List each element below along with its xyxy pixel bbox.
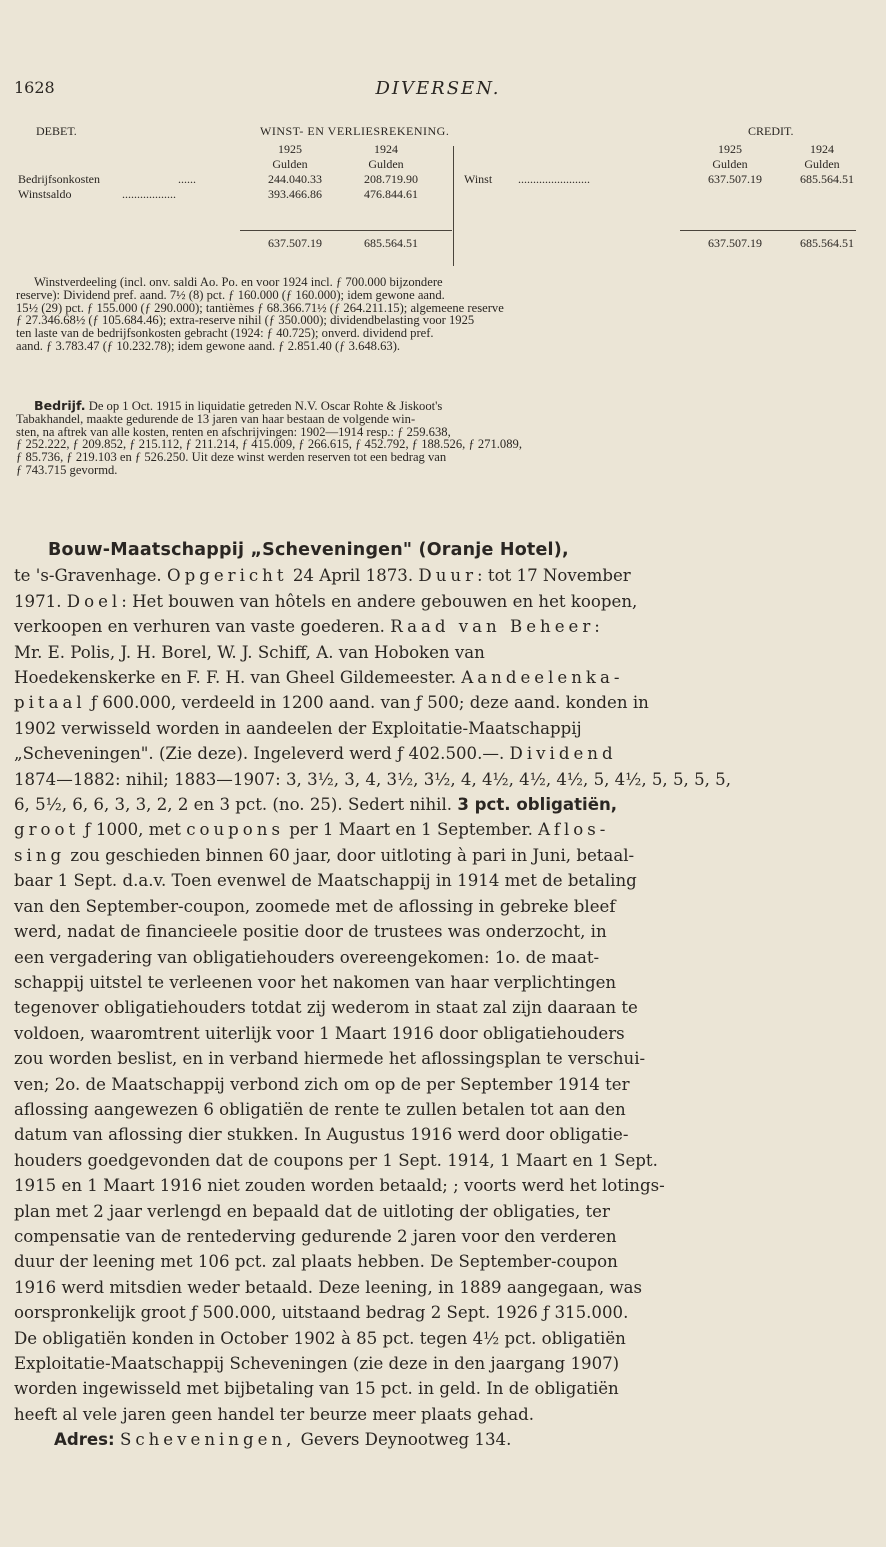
text-line: Hoedekenskerke en F. F. H. van Gheel Gildemeester. Aandeelenka- bbox=[14, 668, 624, 688]
credit-total-1924: 685.564.51 bbox=[800, 236, 854, 250]
text-line: ƒ 85.736, ƒ 219.103 en ƒ 526.250. Uit deze winst werden reserven tot een bedrag van bbox=[16, 450, 447, 465]
text-line: van den September-coupon, zoomede met de aflossing in gebreke bleef bbox=[14, 896, 616, 916]
label-obligatien: 3 pct. obligatiën, bbox=[457, 795, 618, 815]
text-line: plan met 2 jaar verlengd en bepaald dat de uitloting der obligaties, ter bbox=[14, 1201, 610, 1221]
label-opgericht: Opgericht bbox=[166, 566, 288, 586]
text-line: reserve): Dividend pref. aand. 7½ (8) pct. ƒ 160.000 (ƒ 160.000); idem gewone aand. bbox=[16, 287, 445, 302]
winstverdeeling-paragraph bbox=[16, 276, 866, 353]
text-line: aand. ƒ 3.783.47 (ƒ 10.232.78); idem gewone aand. ƒ 2.851.40 (ƒ 3.648.63). bbox=[16, 338, 401, 353]
text-line: 1915 en 1 Maart 1916 niet zouden worden betaald; ; voorts werd het lotings- bbox=[14, 1176, 665, 1196]
text-line: Mr. E. Polis, J. H. Borel, W. J. Schiff, A. van Hoboken van bbox=[14, 642, 485, 662]
debit-row-1924: 208.719.90 bbox=[364, 172, 418, 186]
text-line: tegenover obligatiehouders totdat zij wederom in staat zal zijn daaraan te bbox=[14, 998, 638, 1018]
debit-year-1924: 1924 bbox=[374, 142, 398, 156]
debit-row-label: Winstsaldo bbox=[18, 187, 72, 201]
bedrijf-paragraph bbox=[16, 400, 866, 477]
debit-row-dots: .................. bbox=[122, 187, 176, 201]
text-line: houders goedgevonden dat de coupons per 1 Sept. 1914, 1 Maart en 1 Sept. bbox=[14, 1150, 658, 1170]
text-line: ven; 2o. de Maatschappij verbond zich om op de per September 1914 ter bbox=[14, 1074, 630, 1094]
page-number: 1628 bbox=[14, 78, 55, 97]
text-line: 6, 5½, 6, 6, 3, 3, 2, 2 en 3 pct. (no. 25). Sedert nihil. 3 pct. obligatiën, bbox=[14, 795, 618, 815]
text-line: „Scheveningen". (Zie deze). Ingeleverd werd ƒ 402.500.—. Dividend bbox=[14, 744, 617, 764]
text-line: ƒ 743.715 gevormd. bbox=[16, 462, 118, 477]
section-title: DIVERSEN. bbox=[375, 78, 501, 99]
credit-row-dots: ........................ bbox=[518, 172, 590, 186]
text-line: voldoen, waaromtrent uiterlijk voor 1 Maart 1916 door obligatiehouders bbox=[14, 1023, 625, 1043]
label-aflossing: Aflos- bbox=[538, 820, 610, 840]
debet-label: DEBET. bbox=[36, 124, 77, 138]
debit-row bbox=[18, 187, 858, 202]
bedrijf-label: Bedrijf. bbox=[34, 398, 86, 413]
label-raad-van-beheer: Raad van Beheer bbox=[390, 617, 595, 637]
text-line: compensatie van de rentederving gedurende 2 jaren voor den verderen bbox=[14, 1226, 617, 1246]
text-line: Exploitatie-Maatschappij Scheveningen (zie deze in den jaargang 1907) bbox=[14, 1354, 620, 1373]
text-line: aflossing aangewezen 6 obligatiën de rente te zullen betalen tot aan den bbox=[14, 1099, 626, 1119]
label-doel: Doel bbox=[66, 591, 122, 611]
label-duur: Duur bbox=[418, 566, 478, 586]
debit-total-1924: 685.564.51 bbox=[364, 236, 418, 250]
text-line: sten, na aftrek van alle kosten, renten en afschrijvingen: 1902—1914 resp.: ƒ 259.638, bbox=[16, 424, 451, 439]
debit-total-1925: 637.507.19 bbox=[268, 236, 322, 250]
text-line: zou worden beslist, en in verband hiermede het aflossingsplan te verschui- bbox=[14, 1049, 646, 1069]
label-dividend: Dividend bbox=[509, 744, 617, 764]
text-line: 1874—1882: nihil; 1883—1907: 3, 3½, 3, 4, 3½, 3½, 4, 4½, 4½, 4½, 5, 4½, 5, 5, 5, 5, bbox=[14, 769, 732, 789]
text-line: Tabakhandel, maakte gedurende de 13 jaren van haar bestaan de volgende win- bbox=[16, 411, 416, 426]
credit-label: CREDIT. bbox=[748, 124, 794, 138]
text-line: verkoopen en verhuren van vaste goederen. Raad van Beheer: bbox=[14, 617, 600, 637]
text-line: worden ingewisseld met bijbetaling van 15 pct. in geld. In de obligatiën bbox=[14, 1379, 619, 1399]
credit-currency-1924: Gulden bbox=[804, 157, 840, 171]
text-line: pitaal ƒ 600.000, verdeeld in 1200 aand. van ƒ 500; deze aand. konden in bbox=[14, 693, 649, 713]
text-line: De obligatiën konden in October 1902 à 85 pct. tegen 4½ pct. obligatiën bbox=[14, 1328, 626, 1348]
credit-total-rule bbox=[680, 230, 856, 231]
debit-row-dots: ...... bbox=[178, 172, 196, 186]
label-aandeelenkapitaal: Aandeelenka- bbox=[461, 668, 624, 688]
credit-row-label: Winst bbox=[464, 172, 493, 186]
debit-row-1925: 393.466.86 bbox=[268, 187, 322, 201]
text-line: baar 1 Sept. d.a.v. Toen evenwel de Maatschappij in 1914 met de betaling bbox=[14, 871, 637, 891]
text-line: datum van aflossing dier stukken. In Augustus 1916 werd door obligatie- bbox=[14, 1125, 629, 1145]
text-line: een vergadering van obligatiehouders overeengekomen: 1o. de maat- bbox=[14, 947, 600, 967]
profit-loss-account bbox=[18, 124, 858, 251]
address-city: Scheveningen, bbox=[119, 1430, 296, 1450]
text-line: heeft al vele jaren geen handel ter beurze meer plaats gehad. bbox=[14, 1404, 535, 1424]
page-header bbox=[14, 78, 862, 106]
text-line: 1971. Doel: Het bouwen van hôtels en andere gebouwen en het koopen, bbox=[14, 591, 638, 611]
text-line: 1916 werd mitsdien weder betaald. Deze leening, in 1889 aangegaan, was bbox=[14, 1277, 643, 1297]
debit-currency-1925: Gulden bbox=[272, 157, 308, 171]
debit-row-1925: 244.040.33 bbox=[268, 172, 322, 186]
debit-total-rule bbox=[240, 230, 452, 231]
text-line: werd, nadat de financieele positie door de trustees was onderzocht, in bbox=[14, 922, 607, 942]
debit-row bbox=[18, 172, 858, 187]
text-line: De op 1 Oct. 1915 in liquidatie getreden N.V. Oscar Rohte & Jiskoot's bbox=[85, 399, 443, 413]
credit-year-1925: 1925 bbox=[718, 142, 742, 156]
debit-year-1925: 1925 bbox=[278, 142, 302, 156]
text-line: Winstverdeeling (incl. onv. saldi Ao. Po. en voor 1924 incl. ƒ 700.000 bijzondere bbox=[34, 275, 443, 289]
text-line: duur der leening met 106 pct. zal plaats hebben. De September-coupon bbox=[14, 1252, 618, 1272]
text-line: sing zou geschieden binnen 60 jaar, door uitloting à pari in Juni, betaal- bbox=[14, 845, 635, 865]
credit-total-1925: 637.507.19 bbox=[708, 236, 762, 250]
debit-row-label: Bedrijfsonkosten bbox=[18, 172, 100, 186]
address-label: Adres: bbox=[54, 1430, 115, 1450]
debit-row-1924: 476.844.61 bbox=[364, 187, 418, 201]
text-line: ƒ 252.222, ƒ 209.852, ƒ 215.112, ƒ 211.214, ƒ 415.009, ƒ 266.615, ƒ 452.792, ƒ 188.526, ƒ 271.089, bbox=[16, 437, 522, 452]
text-line: oorspronkelijk groot ƒ 500.000, uitstaand bedrag 2 Sept. 1926 ƒ 315.000. bbox=[14, 1303, 629, 1323]
address-street: Gevers Deynootweg 134. bbox=[295, 1430, 512, 1450]
company-name: Bouw-Maatschappij „Scheveningen" (Oranje Hotel), bbox=[48, 540, 569, 560]
debit-currency-1924: Gulden bbox=[368, 157, 404, 171]
text-line: 1902 verwisseld worden in aandeelen der Exploitatie-Maatschappij bbox=[14, 718, 582, 738]
credit-year-1924: 1924 bbox=[810, 142, 834, 156]
text-line: ƒ 27.346.68½ (ƒ 105.684.46); extra-reserve nihil (ƒ 350.000); dividendbelasting voor 1925 bbox=[16, 313, 475, 328]
address-line bbox=[14, 1427, 866, 1452]
text-line: ten laste van de bedrijfsonkosten gebracht (1924: ƒ 40.725); onverd. dividend pref. bbox=[16, 326, 434, 341]
credit-currency-1925: Gulden bbox=[712, 157, 748, 171]
account-title: WINST- EN VERLIESREKENING. bbox=[260, 124, 450, 138]
text-line: te 's-Gravenhage. Opgericht 24 April 1873. Duur: tot 17 November bbox=[14, 566, 631, 586]
credit-row-1924: 685.564.51 bbox=[800, 172, 854, 186]
credit-row-1925: 637.507.19 bbox=[708, 172, 762, 186]
company-entry bbox=[14, 538, 866, 1453]
text-line: schappij uitstel te verleenen voor het nakomen van haar verplichtingen bbox=[14, 972, 617, 992]
text-line: 15½ (29) pct. ƒ 155.000 (ƒ 290.000); tantièmes ƒ 68.366.71½ (ƒ 264.211.15); algemeene reserve bbox=[16, 300, 504, 315]
text-line: groot ƒ 1000, met coupons per 1 Maart en 1 September. Aflos- bbox=[14, 820, 610, 840]
account-divider bbox=[453, 146, 454, 266]
